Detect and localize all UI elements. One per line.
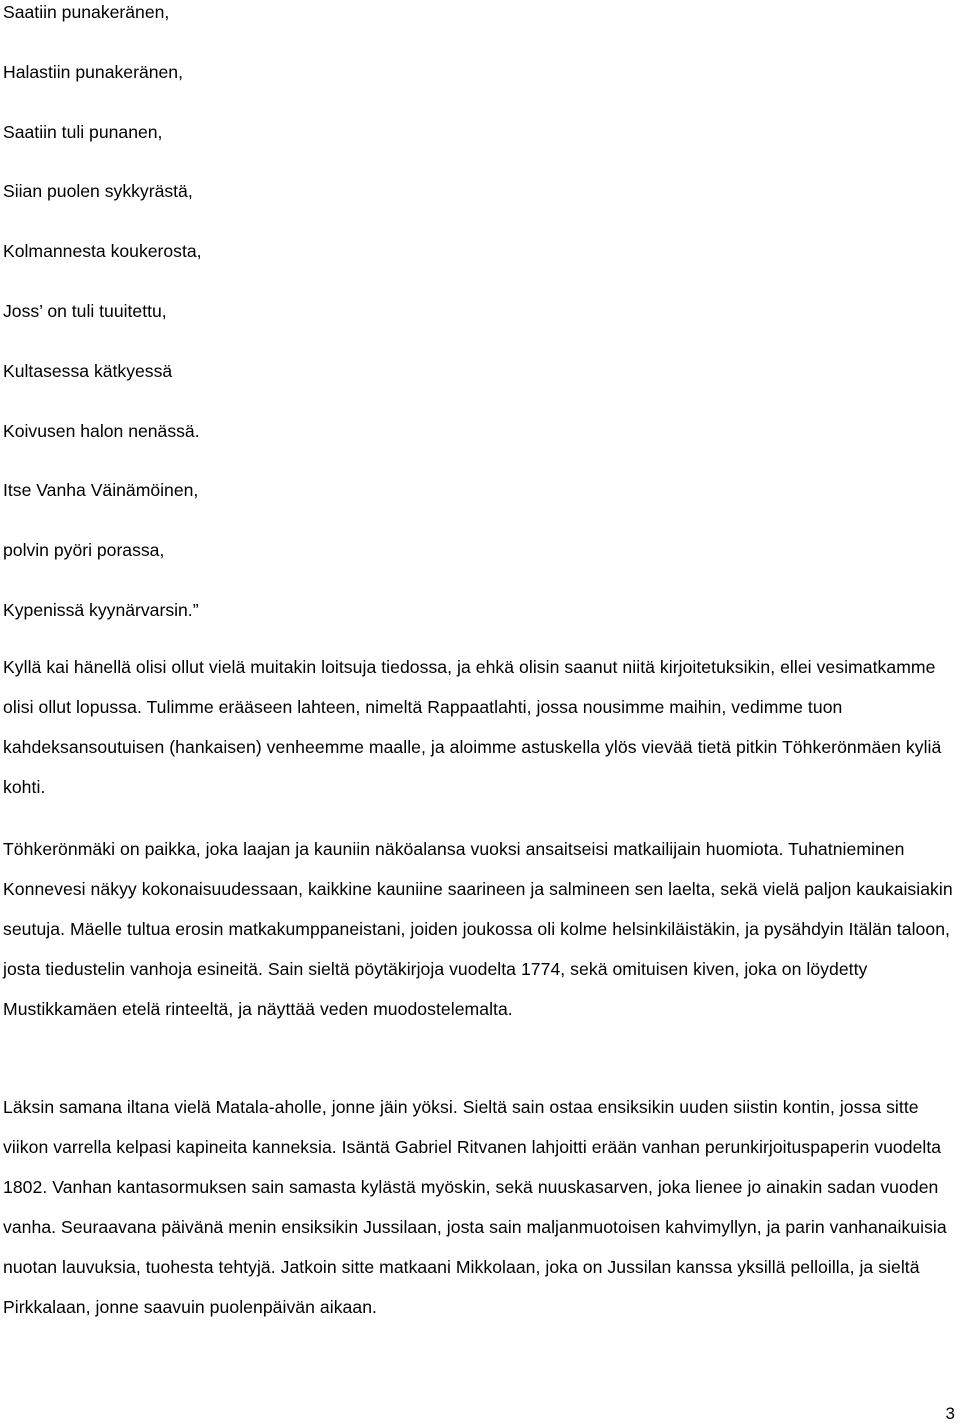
verse-line: Koivusen halon nenässä.	[3, 420, 200, 441]
verse-line: Saatiin tuli punanen,	[3, 121, 163, 142]
verse-line: Kypenissä kyynärvarsin.”	[3, 599, 199, 620]
verse-line: Joss’ on tuli tuuitettu,	[3, 300, 167, 321]
verse-line: polvin pyöri porassa,	[3, 540, 165, 561]
verse-line: Saatiin punakeränen,	[3, 2, 170, 22]
verse-line: Itse Vanha Väinämöinen,	[3, 480, 199, 501]
page-number: 3	[945, 1404, 955, 1423]
body-paragraph: Töhkerönmäki on paikka, joka laajan ja kauniin näköalansa vuoksi ansaitseisi matkailijain huomiota. Tuhatnieminen Konnevesi näkyy kokonaisuudessaan, kaikkine kauniine saarineen ja salmineen sen laelta, sekä vielä paljon kaukaisiakin seutuja. Mäelle tultua erosin matkakumppaneistani, joiden joukossa oli kolme helsinkiläistäkin, ja pysähdyin Itälän taloon, josta tiedustelin vanhoja esineitä. Sain sieltä pöytäkirjoja vuodelta 1774, sekä omituisen kiven, joka on löydetty Mustikkamäen etelä rinteeltä, ja näyttää veden muodostelemalta.	[3, 839, 953, 1019]
verse-line: Siian puolen sykkyrästä,	[3, 181, 193, 202]
verse-line: Halastiin punakeränen,	[3, 61, 183, 82]
verse-line: Kultasessa kätkyessä	[3, 360, 173, 381]
verse-line: Kolmannesta koukerosta,	[3, 241, 202, 262]
body-paragraph: Läksin samana iltana vielä Matala-aholle, jonne jäin yöksi. Sieltä sain ostaa ensiksikin uuden siistin kontin, jossa sitte viikon varrella kelpasi kapineita kanneksia. Isäntä Gabriel Ritvanen lahjoitti erään vanhan perunkirjoituspaperin vuodelta 1802. Vanhan kantasormuksen sain samasta kylästä myöskin, sekä nuuskasarven, joka lienee jo ainakin sadan vuoden vanha. Seuraavana päivänä menin ensiksikin Jussilaan, josta sain maljanmuotoisen kahvimyllyn, ja parin vanhanaikuisia nuotan lauvuksia, tuohesta tehtyjä. Jatkoin sitte matkaani Mikkolaan, joka on Jussilan kanssa yksillä pelloilla, ja sieltä Pirkkalaan, jonne saavuin puolenpäivän aikaan.	[3, 1097, 947, 1317]
document-page	[3, 0, 958, 1317]
poem-verse	[3, 0, 958, 658]
body-paragraph: Kyllä kai hänellä olisi ollut vielä muitakin loitsuja tiedossa, ja ehkä olisin saanut niitä kirjoitetuksikin, ellei vesimatkamme olisi ollut lopussa. Tulimme erääseen lahteen, nimeltä Rappaatlahti, jossa nousimme maihin, vedimme tuon kahdeksansoutuisen (hankaisen) venheemme maalle, ja aloimme astuskella ylös vievää tietä pitkin Töhkerönmäen kyliä kohti.	[3, 657, 942, 797]
